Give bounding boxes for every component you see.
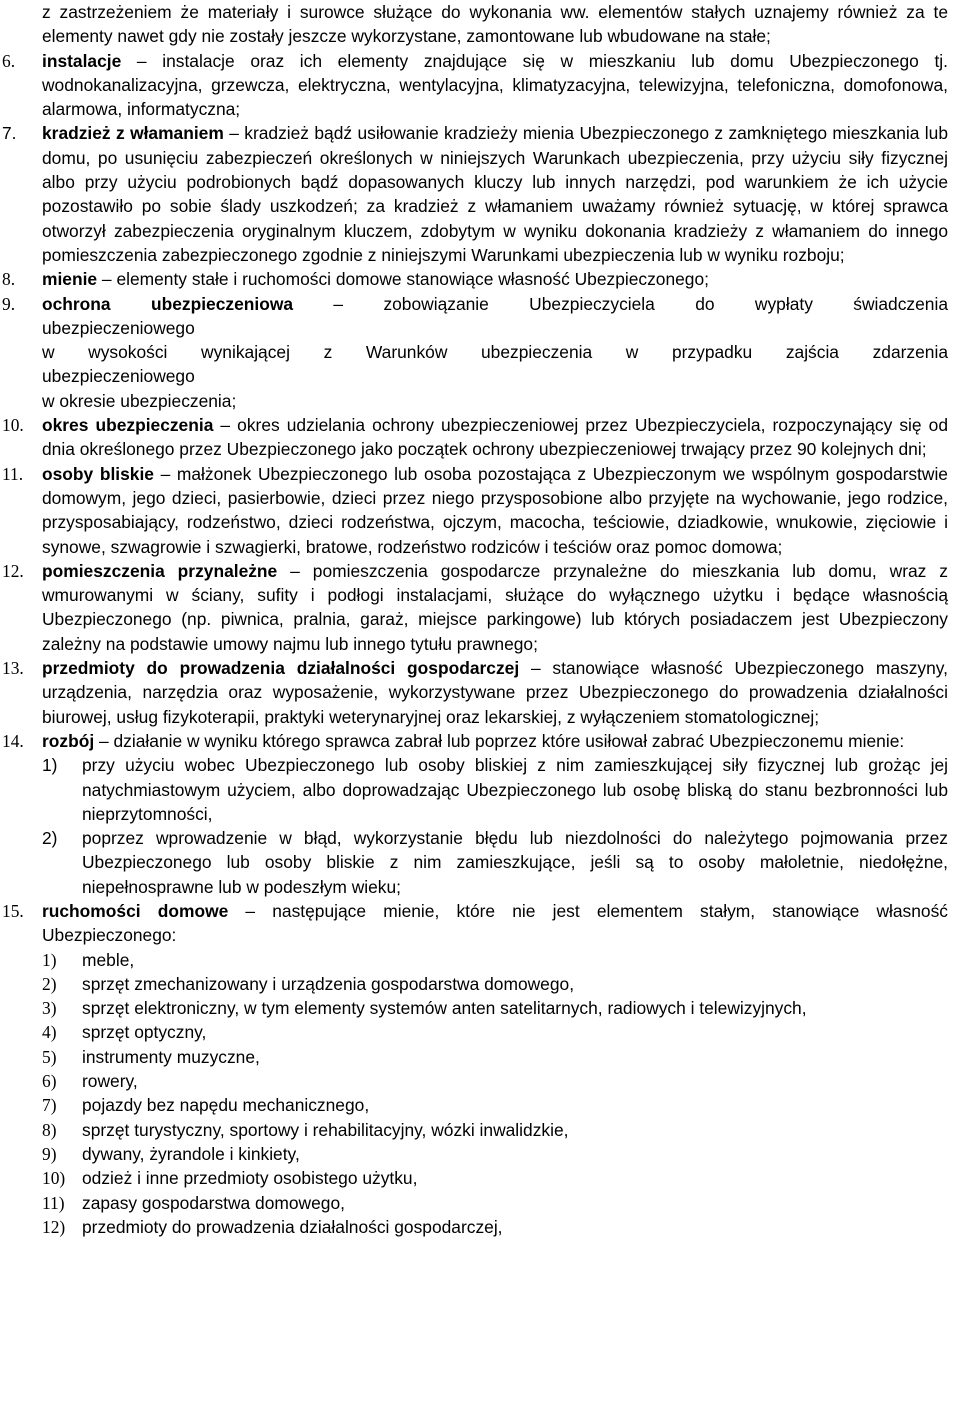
definition-dash: – (519, 658, 553, 679)
definition-text-line: ubezpieczeniowego (42, 317, 195, 338)
list-item-text: sprzęt turystyczny, sportowy i rehabilitacyjny, wózki inwalidzkie, (82, 1119, 569, 1140)
list-item (42, 1093, 948, 1117)
definition-text-line: ubezpieczeniowego (42, 366, 195, 387)
definition-text: elementy stałe i ruchomości domowe stanowiące własność Ubezpieczonego; (116, 269, 709, 290)
definition-dash: – (293, 293, 384, 314)
list-item (42, 948, 948, 972)
definition-text-line: w okresie ubezpieczenia; (42, 390, 237, 411)
item-number: 14. (2, 730, 24, 751)
definition-6 (2, 49, 948, 122)
definition-13 (2, 656, 948, 729)
definition-12 (2, 559, 948, 656)
item-number: 10. (2, 415, 24, 436)
list-item-text: dywany, żyrandole i kinkiety, (82, 1143, 300, 1164)
definition-10 (2, 413, 948, 462)
list-item-text: sprzęt zmechanizowany i urządzenia gospodarstwa domowego, (82, 973, 575, 994)
definition-term: ochrona ubezpieczeniowa (42, 293, 294, 314)
definition-dash: – (153, 463, 177, 484)
list-item-text: rowery, (82, 1071, 138, 1092)
sub-item-number: 2) (42, 828, 58, 849)
definition-15 (2, 899, 948, 1239)
list-item-text: sprzęt optyczny, (82, 1022, 207, 1043)
list-item-text: pojazdy bez napędu mechanicznego, (82, 1095, 370, 1116)
list-item (42, 1142, 948, 1166)
definition-term: ruchomości domowe (42, 900, 229, 921)
definition-term: rozbój (42, 730, 95, 751)
definition-11 (2, 462, 948, 559)
list-item (42, 1069, 948, 1093)
sub-item (42, 753, 948, 826)
list-item-text: odzież i inne przedmioty osobistego użytku, (82, 1168, 418, 1189)
definition-term: przedmioty do prowadzenia działalności gospodarczej (42, 658, 520, 679)
definition-dash: – (94, 730, 114, 751)
list-item-text: meble, (82, 949, 135, 970)
list-item-number: 5) (42, 1046, 57, 1067)
list-item-number: 7) (42, 1095, 57, 1116)
definition-term: instalacje (42, 50, 122, 71)
list-item-text: sprzęt elektroniczny, w tym elementy systemów anten satelitarnych, radiowych i telewizyjnych, (82, 998, 807, 1019)
definition-text: kradzież bądź usiłowanie kradzieży mienia Ubezpieczonego z zamkniętego mieszkania lub domu, po usunięciu zabezpieczeń określonych w niniejszych Warunkach ubezpieczenia, przy użyciu siły fizycznej albo przy użyciu podrobionych bądź dopasowanych kluczy lub innych narzędzi, pod warunkiem że ich użycie pozostawiło po sobie ślady uszkodzeń; za kradzież z włamaniem uważamy również sytuację, w której sprawca otworzył zabezpieczenia oryginalnym kluczem, zdobytym w wyniku dokonania kradzieży z włamaniem do innego pomieszczenia zabezpieczonego zgodnie z niniejszymi Warunkami ubezpieczenia lub w wyniku rozboju; (42, 123, 948, 265)
list-item-text: przedmioty do prowadzenia działalności gospodarczej, (82, 1216, 503, 1237)
item-number: 8. (2, 269, 16, 290)
definition-term: okres ubezpieczenia (42, 415, 214, 436)
definition-term: kradzież z włamaniem (42, 123, 224, 144)
item-number: 9. (2, 293, 16, 314)
definition-dash: – (121, 50, 163, 71)
list-item (42, 996, 948, 1020)
definition-term: pomieszczenia przynależne (42, 560, 278, 581)
item-number: 13. (2, 658, 24, 679)
definition-9 (2, 292, 948, 413)
list-item (42, 1191, 948, 1215)
sub-item-text: przy użyciu wobec Ubezpieczonego lub osoby bliskiej z nim zamieszkującej siły fizycznej lub grożąc jej natychmiastowym użyciem, albo doprowadzając Ubezpieczonego lub osobę bliską do stanu bezbronności lub nieprzytomności, (82, 755, 948, 824)
intro-paragraph: z zastrzeżeniem że materiały i surowce służące do wykonania ww. elementów stałych uznajemy również za te elementy nawet gdy nie zostały jeszcze wykorzystane, zamontowane lub wbudowane na stałe; (42, 2, 948, 47)
item-number: 6. (2, 50, 16, 71)
definition-14 (2, 729, 948, 899)
list-item-number: 10) (42, 1168, 66, 1189)
definition-dash: – (223, 123, 245, 144)
list-item (42, 1215, 948, 1239)
definition-term: osoby bliskie (42, 463, 154, 484)
definition-7 (2, 121, 948, 267)
definition-term: mienie (42, 269, 98, 290)
item-number: 12. (2, 560, 24, 581)
list-item-number: 6) (42, 1071, 57, 1092)
definition-text: pomieszczenia gospodarcze przynależne do mieszkania lub domu, wraz z wmurowanymi w ściany, sufity i podłogi instalacjami, służące do wyłącznego użytku i będące własnością Ubezpieczonego (np. piwnica, pralnia, garaż, miejsce parkingowe) lub których posiadaczem jest Ubezpieczony zależny na podstawie umowy najmu lub innego tytułu prawnego; (42, 560, 948, 654)
list-item (42, 1020, 948, 1044)
sub-item-text: poprzez wprowadzenie w błąd, wykorzystanie błędu lub niezdolności do należytego pojmowania przez Ubezpieczonego lub osoby bliskie z nim zamieszkujące, jeśli są to osoby małoletnie, niedołężne, niepełnosprawne lub w podeszłym wieku; (82, 828, 948, 897)
sub-item (42, 826, 948, 899)
definition-8 (2, 267, 948, 291)
definition-text: zobowiązanie Ubezpieczyciela do wypłaty świadczenia (383, 293, 948, 314)
definition-dash: – (213, 415, 238, 436)
definition-text: okres udzielania ochrony ubezpieczeniowej przez Ubezpieczyciela, rozpoczynający się od dnia określonego przez Ubezpieczonego jako początek ochrony ubezpieczeniowej trwający przez 90 kolejnych dni; (42, 415, 948, 460)
list-item-number: 8) (42, 1119, 57, 1140)
list-item-number: 3) (42, 998, 57, 1019)
list-item (42, 1166, 948, 1190)
sub-item-number: 1) (42, 755, 58, 776)
item-number: 7. (2, 123, 17, 144)
list-item-number: 1) (42, 949, 57, 970)
definition-text: działanie w wyniku którego sprawca zabrał lub poprzez które usiłował zabrać Ubezpieczonemu mienie: (113, 730, 905, 751)
list-item-number: 2) (42, 973, 57, 994)
list-item (42, 972, 948, 996)
list-item-number: 4) (42, 1022, 57, 1043)
definition-text: małżonek Ubezpieczonego lub osoba pozostająca z Ubezpieczonym we wspólnym gospodarstwie domowym, jego dzieci, pasierbowie, dzieci przez niego przysposobione albo przyjęte na wychowanie, jego rodzice, przysposabiający, rodzeństwo, dzieci rodzeństwa, ojczym, macocha, teściowie, dziadkowie, wnukowie, zięciowie i synowe, szwagrowie i szwagierki, bratowe, rodzeństwo rodziców i teściów oraz pomoc domowa; (42, 463, 948, 557)
definition-text: następujące mienie, które nie jest elementem stałym, stanowiące własność Ubezpieczonego: (42, 900, 948, 946)
list-item (42, 1045, 948, 1069)
definition-dash: – (228, 900, 273, 921)
definition-dash: – (277, 560, 313, 581)
list-item-number: 9) (42, 1143, 57, 1164)
list-item (42, 1118, 948, 1142)
item-number: 11. (2, 463, 24, 484)
definition-dash: – (97, 269, 117, 290)
list-item-number: 12) (42, 1216, 66, 1237)
list-item-text: instrumenty muzyczne, (82, 1046, 260, 1067)
definition-text-line: w wysokości wynikającej z Warunków ubezpieczenia w przypadku zajścia zdarzenia (42, 342, 948, 363)
item-number: 15. (2, 900, 24, 921)
definition-text: stanowiące własność Ubezpieczonego maszyny, urządzenia, narzędzia oraz wyposażenie, wykorzystywane przez Ubezpieczonego do prowadzenia działalności biurowej, usług fizykoterapii, praktyki weterynaryjnej oraz lekarskiej, z wyłączeniem stomatologicznej; (42, 658, 948, 727)
list-item-text: zapasy gospodarstwa domowego, (82, 1192, 345, 1213)
definition-text: instalacje oraz ich elementy znajdujące się w mieszkaniu lub domu Ubezpieczonego tj. wodnokanalizacyjna, grzewcza, elektryczna, wentylacyjna, klimatyzacyjna, telewizyjna, telefoniczna, domofonowa, alarmowa, informatyczna; (42, 50, 948, 120)
list-item-number: 11) (42, 1192, 65, 1213)
